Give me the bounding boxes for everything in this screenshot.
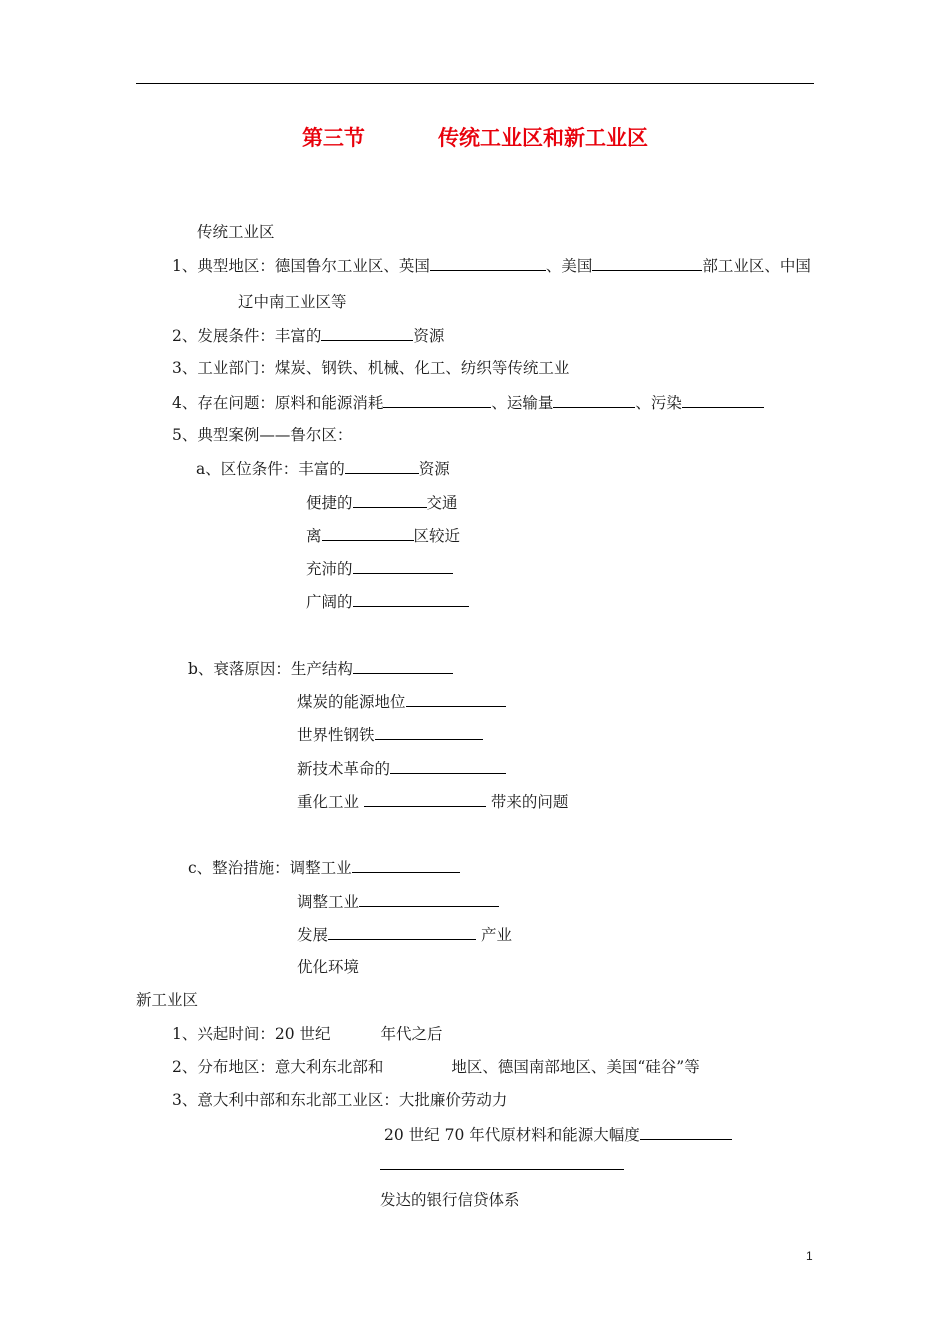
blank-line[interactable]	[364, 791, 486, 807]
item-text: 便捷的	[306, 494, 353, 512]
blank-line[interactable]	[375, 724, 483, 740]
item-text: 调整工业	[297, 893, 360, 911]
location-transport	[306, 492, 458, 513]
page-title: 第三节 传统工业区和新工业区	[301, 126, 649, 150]
item-text: 、运输量	[491, 394, 554, 412]
new-raw-materials	[384, 1124, 732, 1145]
item-text: a、区位条件：丰富的	[196, 460, 345, 478]
blank-line[interactable]	[406, 691, 506, 707]
item-text: 2、分布地区：意大利东北部和	[172, 1058, 384, 1076]
item-case-ruhr: 5、典型案例——鲁尔区：	[172, 426, 353, 444]
blank-line[interactable]	[390, 758, 506, 774]
item-text: 新技术革命的	[297, 760, 391, 778]
item-text: 1、典型地区：德国鲁尔工业区、英国	[172, 257, 430, 275]
blank-line[interactable]	[359, 891, 499, 907]
item-text: 充沛的	[306, 560, 353, 578]
item-text: c、整治措施：调整工业	[188, 859, 352, 877]
item-text: 2、发展条件：丰富的	[172, 327, 322, 345]
item-text: 资源	[418, 460, 450, 478]
item-text: 离	[306, 527, 322, 545]
item-text: b、衰落原因：生产结构	[188, 660, 353, 678]
decline-steel	[297, 724, 483, 745]
item-typical-regions-cont: 辽中南工业区等	[238, 293, 347, 311]
section-heading-traditional: 传统工业区	[197, 223, 275, 241]
item-development-conditions	[172, 325, 444, 346]
blank-line[interactable]	[353, 492, 427, 508]
item-text: 20 世纪 70 年代原材料和能源大幅度	[384, 1126, 640, 1144]
blank-line[interactable]	[640, 1124, 732, 1140]
blank-line[interactable]	[352, 857, 460, 873]
blank-line[interactable]	[353, 591, 469, 607]
blank-line[interactable]	[322, 525, 414, 541]
blank-line[interactable]	[383, 392, 491, 408]
remediation-environment: 优化环境	[297, 958, 360, 976]
section-heading-new: 新工业区	[136, 991, 199, 1009]
item-text: 区较近	[413, 527, 461, 545]
item-text: 4、存在问题：原料和能源消耗	[172, 394, 384, 412]
new-distribution	[172, 1057, 700, 1077]
new-bank-credit: 发达的银行信贷体系	[380, 1191, 520, 1209]
item-problems	[172, 392, 764, 413]
new-italy-zone: 3、意大利中部和东北部工业区：大批廉价劳动力	[172, 1091, 508, 1109]
blank-line[interactable]	[682, 392, 764, 408]
location-water	[306, 558, 453, 579]
blank-line[interactable]	[353, 558, 453, 574]
location-conditions	[196, 458, 450, 479]
page-number: 1	[806, 1249, 813, 1263]
item-text: 1、兴起时间：20 世纪	[172, 1025, 331, 1043]
item-text: 世界性钢铁	[297, 726, 375, 744]
item-text: 交通	[426, 494, 458, 512]
item-text: 广阔的	[306, 593, 353, 611]
blank-line[interactable]	[345, 458, 419, 474]
item-text: 、污染	[635, 394, 682, 412]
item-industry-sectors: 3、工业部门：煤炭、钢铁、机械、化工、纺织等传统工业	[172, 359, 570, 377]
header-rule	[136, 83, 814, 84]
location-distance	[306, 525, 460, 546]
item-text: 重化工业	[297, 793, 364, 811]
blank-line[interactable]	[321, 325, 413, 341]
item-text: 部工业区、中国	[702, 257, 811, 275]
new-blank-full-line	[380, 1154, 624, 1175]
remediation-measures	[188, 857, 460, 878]
decline-heavy-industry	[297, 791, 568, 812]
location-land	[306, 591, 469, 612]
blank-line[interactable]	[328, 924, 476, 940]
blank-line[interactable]	[553, 392, 635, 408]
blank-line[interactable]	[353, 658, 453, 674]
new-rise-time	[172, 1024, 443, 1044]
remediation-develop	[297, 924, 512, 945]
decline-coal	[297, 691, 506, 712]
item-text: 、美国	[545, 257, 593, 275]
blank-line[interactable]	[592, 255, 702, 271]
decline-tech	[297, 758, 506, 779]
item-text: 地区、德国南部地区、美国“硅谷”等	[451, 1058, 700, 1076]
decline-reasons	[188, 658, 453, 679]
item-text: 产业	[476, 926, 512, 944]
item-text: 带来的问题	[485, 793, 569, 811]
item-text: 资源	[413, 327, 445, 345]
remediation-adjust	[297, 891, 499, 912]
blank-line[interactable]	[380, 1154, 624, 1170]
item-text: 煤炭的能源地位	[297, 693, 406, 711]
item-text: 年代之后	[380, 1025, 443, 1043]
item-typical-regions	[172, 255, 811, 276]
item-text: 发展	[297, 926, 329, 944]
blank-line[interactable]	[430, 255, 546, 271]
